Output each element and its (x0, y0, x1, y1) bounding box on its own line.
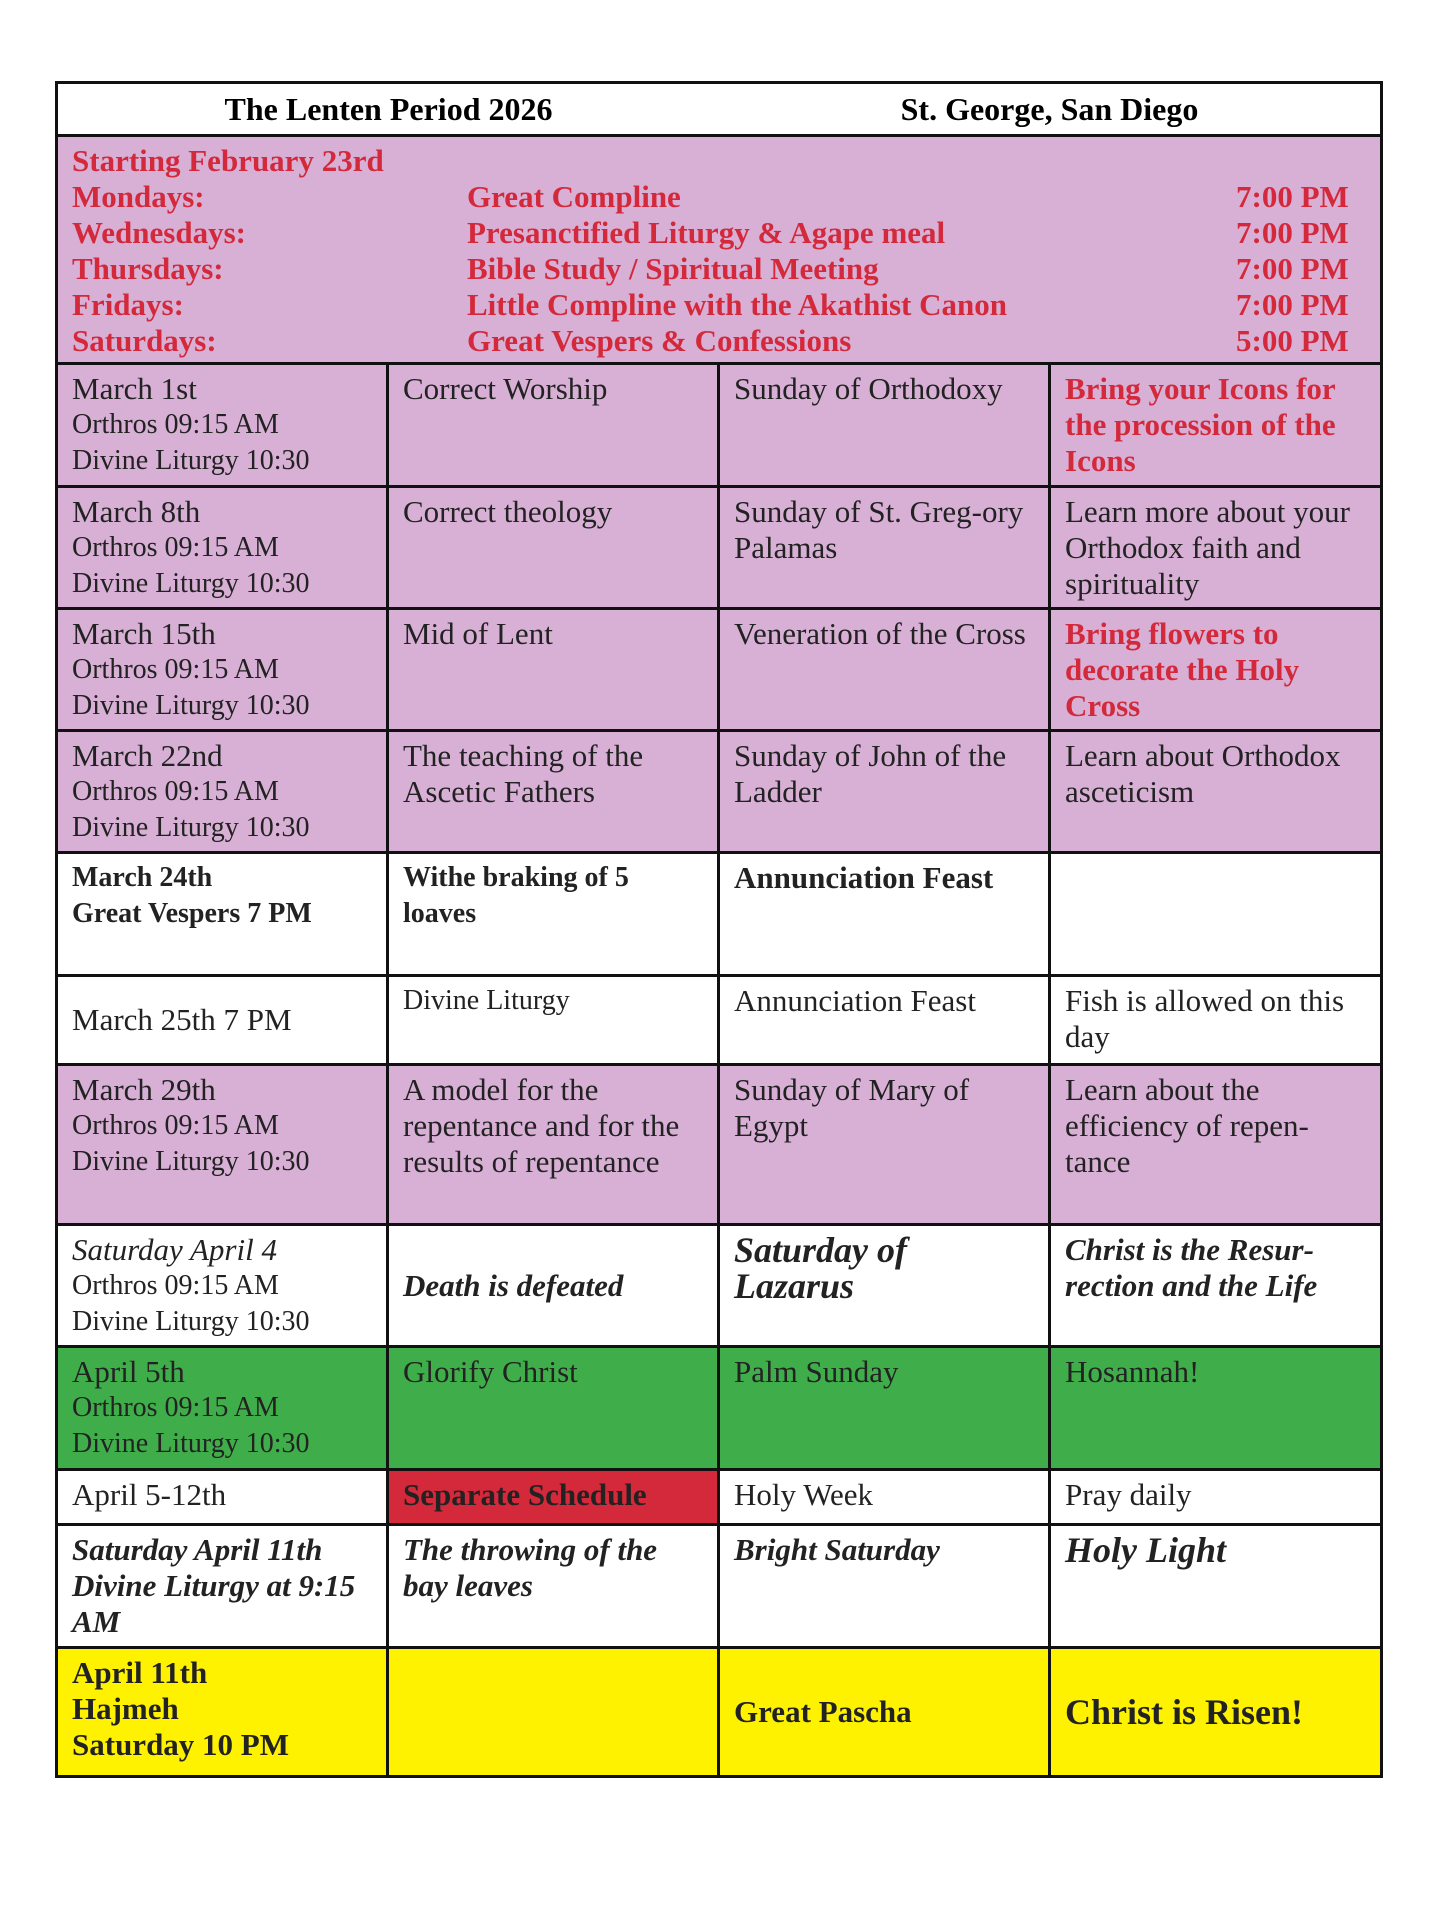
date-cell (58, 1066, 389, 1223)
sunday-cell (720, 488, 1051, 607)
date-line: Great Vespers 7 PM (72, 898, 312, 929)
date-line: Orthros 09:15 AM (72, 1270, 279, 1301)
table-row (58, 1226, 1380, 1348)
theme-cell (389, 1226, 720, 1345)
theme: Correct theology (403, 494, 613, 529)
lenten-schedule-table (55, 81, 1383, 1778)
schedule-line (72, 287, 1366, 323)
table-body (58, 365, 1380, 1775)
note-cell (1051, 488, 1380, 607)
sunday-name: Holy Week (734, 1477, 873, 1512)
theme: A model for the repentance and for the results of repentance (403, 1072, 680, 1179)
time: 7:00 PM (1236, 179, 1349, 214)
schedule-start: Starting February 23rd (72, 143, 384, 178)
note: Bring your Icons for the procession of the Icons (1065, 371, 1336, 478)
table-row (58, 977, 1380, 1066)
time: 7:00 PM (1236, 215, 1349, 250)
sunday-name: Sunday of Mary of Egypt (734, 1072, 970, 1143)
date-cell (58, 488, 389, 607)
date-line: Divine Liturgy 10:30 (72, 445, 310, 476)
date-line: Orthros 09:15 AM (72, 654, 279, 685)
table-row (58, 1526, 1380, 1649)
sunday-cell (720, 1471, 1051, 1523)
note-cell (1051, 977, 1380, 1063)
note: Holy Light (1065, 1530, 1226, 1570)
table-row (58, 488, 1380, 610)
service: Great Compline (467, 179, 681, 214)
note-cell (1051, 1526, 1380, 1646)
day: Thursdays: (72, 251, 224, 286)
sunday-name: Sunday of St. Greg-ory Palamas (734, 494, 1024, 565)
sunday-cell (720, 977, 1051, 1063)
table-row (58, 365, 1380, 488)
note: Learn more about your Orthodox faith and spirituality (1065, 494, 1350, 601)
date-cell (58, 977, 389, 1063)
note-cell (1051, 1471, 1380, 1523)
time: 5:00 PM (1236, 323, 1349, 358)
day: Saturdays: (72, 323, 217, 358)
theme: The teaching of the Ascetic Fathers (403, 738, 644, 809)
theme-cell (389, 854, 720, 974)
theme-cell (389, 1348, 720, 1468)
date: March 15th (72, 616, 216, 651)
table-header (58, 84, 1380, 137)
date-cell (58, 1471, 389, 1523)
note: Hosannah! (1065, 1354, 1200, 1389)
date-line: Hajmeh (72, 1691, 179, 1726)
schedule-line (72, 251, 1366, 287)
sunday-cell (720, 1348, 1051, 1468)
weekly-schedule (58, 137, 1380, 365)
schedule-line (72, 323, 1366, 359)
parish-name: St. George, San Diego (900, 90, 1199, 127)
theme: Death is defeated (403, 1267, 624, 1303)
sunday-cell (720, 1066, 1051, 1223)
sunday-name: Palm Sunday (734, 1354, 899, 1389)
day: Fridays: (72, 287, 184, 322)
note: Bring flowers to decorate the Holy Cross (1065, 616, 1300, 723)
note: Fish is allowed on this day (1065, 983, 1345, 1054)
theme-cell (389, 488, 720, 607)
date-line: Divine Liturgy 10:30 (72, 812, 310, 843)
note-cell (1051, 365, 1380, 485)
date-cell (58, 1649, 389, 1775)
note-cell (1051, 1348, 1380, 1468)
theme-cell (389, 1526, 720, 1646)
date-line: Orthros 09:15 AM (72, 1110, 279, 1141)
date: Saturday April 4 (72, 1232, 277, 1267)
date: April 5th (72, 1354, 185, 1389)
date-line: Divine Liturgy 10:30 (72, 690, 310, 721)
table-row (58, 854, 1380, 977)
table-row (58, 1066, 1380, 1226)
service: Bible Study / Spiritual Meeting (467, 251, 879, 286)
date-cell (58, 854, 389, 974)
note: Learn about Orthodox asceticism (1065, 738, 1341, 809)
sunday-name: Veneration of the Cross (734, 616, 1026, 651)
service: Great Vespers & Confessions (467, 323, 852, 358)
date-cell (58, 365, 389, 485)
time: 7:00 PM (1236, 287, 1349, 322)
note: Learn about the efficiency of repen-tance (1065, 1072, 1309, 1179)
schedule-line (72, 179, 1366, 215)
theme-cell (389, 977, 720, 1063)
date-line: Orthros 09:15 AM (72, 1392, 279, 1423)
date-cell (58, 610, 389, 729)
date-line: Saturday 10 PM (72, 1727, 289, 1762)
date: March 29th (72, 1072, 216, 1107)
date: March 25th 7 PM (72, 1002, 292, 1037)
date-line: Divine Liturgy 10:30 (72, 1428, 310, 1459)
date-cell (58, 732, 389, 851)
theme: Mid of Lent (403, 616, 553, 651)
theme-cell (389, 1471, 720, 1523)
sunday-cell (720, 732, 1051, 851)
sunday-cell (720, 1526, 1051, 1646)
note-cell (1051, 854, 1380, 974)
service: Presanctified Liturgy & Agape meal (467, 215, 946, 250)
theme: The throwing of the bay leaves (403, 1532, 658, 1603)
note: Christ is Risen! (1065, 1692, 1304, 1732)
sunday-cell (720, 1226, 1051, 1345)
date: March 22nd (72, 738, 223, 773)
date-line: Divine Liturgy 10:30 (72, 568, 310, 599)
date: March 8th (72, 494, 201, 529)
document-title: The Lenten Period 2026 (224, 90, 553, 127)
sunday-name: Annunciation Feast (734, 983, 976, 1018)
date-line: Orthros 09:15 AM (72, 409, 279, 440)
date-line: Orthros 09:15 AM (72, 532, 279, 563)
date: April 5-12th (72, 1477, 227, 1512)
date-line: Divine Liturgy 10:30 (72, 1146, 310, 1177)
date: March 24th (72, 862, 213, 893)
sunday-cell (720, 1649, 1051, 1775)
date: Saturday April 11th Divine Liturgy at 9:15 AM (72, 1532, 356, 1639)
theme: Glorify Christ (403, 1354, 578, 1389)
sunday-name: Sunday of Orthodoxy (734, 371, 1003, 406)
day: Mondays: (72, 179, 205, 214)
schedule-line (72, 215, 1366, 251)
time: 7:00 PM (1236, 251, 1349, 286)
theme-cell (389, 365, 720, 485)
date-line: Orthros 09:15 AM (72, 776, 279, 807)
table-row (58, 610, 1380, 732)
sunday-name: Great Pascha (734, 1694, 912, 1729)
note: Christ is the Resur-rection and the Life (1065, 1232, 1318, 1303)
sunday-name: Saturday of Lazarus (734, 1230, 908, 1306)
note: Pray daily (1065, 1477, 1192, 1512)
theme-cell (389, 610, 720, 729)
theme: Separate Schedule (403, 1477, 647, 1512)
theme: Withe braking of 5 loaves (403, 862, 629, 929)
table-row (58, 1348, 1380, 1471)
sunday-cell (720, 854, 1051, 974)
note-cell (1051, 1226, 1380, 1345)
note-cell (1051, 610, 1380, 729)
note-cell (1051, 732, 1380, 851)
sunday-cell (720, 365, 1051, 485)
theme-cell (389, 732, 720, 851)
sunday-name: Annunciation Feast (734, 860, 994, 895)
theme: Correct Worship (403, 371, 608, 406)
theme-cell (389, 1066, 720, 1223)
sunday-name: Sunday of John of the Ladder (734, 738, 1007, 809)
theme: Divine Liturgy (403, 985, 570, 1016)
note-cell (1051, 1649, 1380, 1775)
note-cell (1051, 1066, 1380, 1223)
date: March 1st (72, 371, 197, 406)
date: April 11th (72, 1655, 208, 1690)
date-cell (58, 1226, 389, 1345)
sunday-name: Bright Saturday (734, 1532, 940, 1567)
sunday-cell (720, 610, 1051, 729)
day: Wednesdays: (72, 215, 246, 250)
table-row (58, 1471, 1380, 1526)
table-row (58, 732, 1380, 854)
service: Little Compline with the Akathist Canon (467, 287, 1007, 322)
date-line: Divine Liturgy 10:30 (72, 1306, 310, 1337)
date-cell (58, 1348, 389, 1468)
date-cell (58, 1526, 389, 1646)
table-row (58, 1649, 1380, 1775)
theme-cell (389, 1649, 720, 1775)
